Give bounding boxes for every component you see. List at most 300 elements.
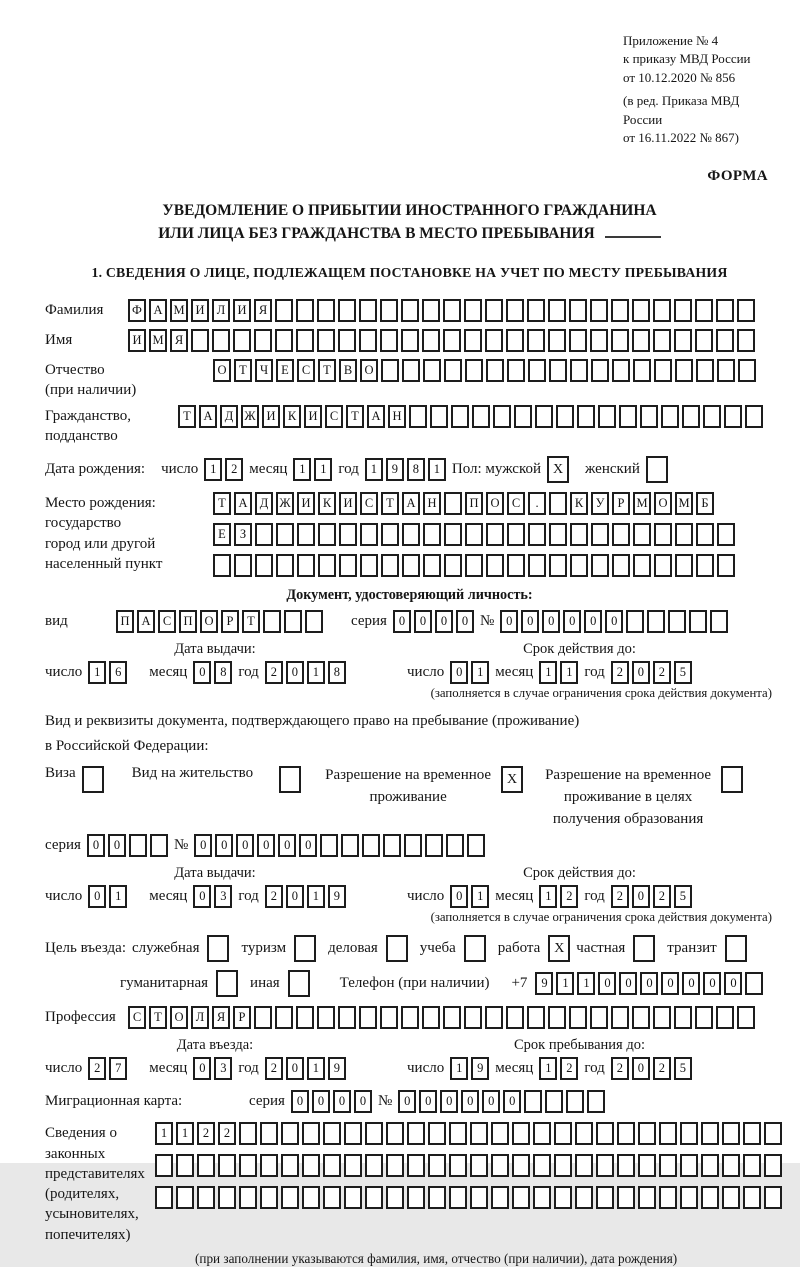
birth-year-box[interactable]: 8 xyxy=(407,458,425,481)
name-char-box[interactable] xyxy=(674,329,692,352)
purpose-work-checkbox[interactable] xyxy=(548,935,570,962)
birth-place-char-box[interactable]: К xyxy=(318,492,336,515)
surname-char-box[interactable] xyxy=(506,299,524,322)
doc-expiry-month[interactable] xyxy=(539,661,578,684)
profession-char-box[interactable] xyxy=(653,1006,671,1029)
name-char-box[interactable] xyxy=(632,329,650,352)
representatives-char-box[interactable] xyxy=(491,1122,509,1145)
surname-char-box[interactable] xyxy=(611,299,629,322)
representatives-char-box[interactable] xyxy=(491,1186,509,1209)
permit-number-box[interactable] xyxy=(383,834,401,857)
birth-place-char-box[interactable] xyxy=(696,554,714,577)
purpose-study-box[interactable] xyxy=(464,935,486,962)
purpose-humanitarian-checkbox[interactable] xyxy=(216,970,238,997)
doc-number-field[interactable] xyxy=(500,610,728,633)
birth-place-char-box[interactable] xyxy=(549,554,567,577)
doc-expiry-year-box[interactable]: 2 xyxy=(653,661,671,684)
representatives-char-box[interactable] xyxy=(596,1122,614,1145)
representatives-char-box[interactable]: 2 xyxy=(218,1122,236,1145)
representatives-char-box[interactable] xyxy=(638,1154,656,1177)
name-char-box[interactable] xyxy=(695,329,713,352)
permit-expiry-day[interactable] xyxy=(450,885,489,908)
representatives-char-box[interactable] xyxy=(680,1122,698,1145)
patronymic-char-box[interactable]: С xyxy=(297,359,315,382)
permit-number-box[interactable]: 0 xyxy=(194,834,212,857)
birth-place-char-box[interactable] xyxy=(633,554,651,577)
citizenship-char-box[interactable] xyxy=(661,405,679,428)
purpose-tourism-box[interactable] xyxy=(294,935,316,962)
name-field[interactable] xyxy=(128,329,755,352)
migration-number-box[interactable]: 0 xyxy=(503,1090,521,1113)
doc-issue-year[interactable] xyxy=(265,661,346,684)
profession-char-box[interactable]: Л xyxy=(191,1006,209,1029)
name-char-box[interactable] xyxy=(338,329,356,352)
birth-year-field[interactable] xyxy=(365,458,446,481)
citizenship-char-box[interactable] xyxy=(577,405,595,428)
birth-place-row1[interactable] xyxy=(213,492,735,515)
patronymic-char-box[interactable]: Е xyxy=(276,359,294,382)
surname-char-box[interactable] xyxy=(317,299,335,322)
birth-place-char-box[interactable]: З xyxy=(234,523,252,546)
permit-issue-day-box[interactable]: 1 xyxy=(109,885,127,908)
citizenship-char-box[interactable]: Ж xyxy=(241,405,259,428)
phone-digit-box[interactable]: 1 xyxy=(556,972,574,995)
permit-issue-month[interactable] xyxy=(193,885,232,908)
birth-place-char-box[interactable]: Р xyxy=(612,492,630,515)
doc-kind-char-box[interactable]: П xyxy=(179,610,197,633)
patronymic-char-box[interactable] xyxy=(549,359,567,382)
representatives-char-box[interactable] xyxy=(449,1186,467,1209)
citizenship-char-box[interactable] xyxy=(724,405,742,428)
birth-place-char-box[interactable] xyxy=(423,523,441,546)
permit-expiry-year-box[interactable]: 2 xyxy=(653,885,671,908)
representatives-row3[interactable] xyxy=(155,1186,782,1209)
migration-number-box[interactable]: 0 xyxy=(440,1090,458,1113)
citizenship-char-box[interactable]: Т xyxy=(178,405,196,428)
residence-permit-checkbox[interactable] xyxy=(279,766,301,793)
representatives-row2[interactable] xyxy=(155,1154,782,1177)
birth-place-char-box[interactable] xyxy=(297,554,315,577)
representatives-char-box[interactable] xyxy=(365,1186,383,1209)
birth-place-char-box[interactable] xyxy=(444,523,462,546)
name-char-box[interactable] xyxy=(422,329,440,352)
patronymic-char-box[interactable] xyxy=(444,359,462,382)
phone-digit-box[interactable]: 9 xyxy=(535,972,553,995)
doc-number-box[interactable] xyxy=(626,610,644,633)
stay-year-box[interactable]: 2 xyxy=(653,1057,671,1080)
patronymic-char-box[interactable]: Т xyxy=(318,359,336,382)
name-char-box[interactable] xyxy=(716,329,734,352)
profession-char-box[interactable] xyxy=(716,1006,734,1029)
representatives-char-box[interactable] xyxy=(218,1186,236,1209)
birth-place-char-box[interactable] xyxy=(507,554,525,577)
purpose-business-box[interactable] xyxy=(386,935,408,962)
patronymic-char-box[interactable] xyxy=(507,359,525,382)
representatives-char-box[interactable] xyxy=(365,1122,383,1145)
representatives-char-box[interactable] xyxy=(701,1186,719,1209)
birth-place-char-box[interactable]: С xyxy=(507,492,525,515)
doc-series-box[interactable]: 0 xyxy=(414,610,432,633)
surname-char-box[interactable] xyxy=(716,299,734,322)
profession-char-box[interactable] xyxy=(695,1006,713,1029)
representatives-char-box[interactable] xyxy=(575,1122,593,1145)
profession-char-box[interactable] xyxy=(338,1006,356,1029)
doc-number-box[interactable]: 0 xyxy=(521,610,539,633)
migration-number-box[interactable]: 0 xyxy=(419,1090,437,1113)
birth-place-char-box[interactable] xyxy=(276,523,294,546)
phone-digit-box[interactable] xyxy=(745,972,763,995)
purpose-humanitarian-box[interactable] xyxy=(216,970,238,997)
profession-char-box[interactable] xyxy=(317,1006,335,1029)
profession-char-box[interactable]: С xyxy=(128,1006,146,1029)
phone-digit-box[interactable]: 0 xyxy=(661,972,679,995)
migration-series-box[interactable]: 0 xyxy=(312,1090,330,1113)
representatives-char-box[interactable] xyxy=(155,1186,173,1209)
representatives-char-box[interactable] xyxy=(722,1122,740,1145)
patronymic-char-box[interactable] xyxy=(486,359,504,382)
surname-char-box[interactable] xyxy=(632,299,650,322)
surname-char-box[interactable] xyxy=(359,299,377,322)
birth-place-char-box[interactable] xyxy=(255,523,273,546)
surname-char-box[interactable] xyxy=(338,299,356,322)
birth-day-box[interactable]: 2 xyxy=(225,458,243,481)
purpose-study-checkbox[interactable] xyxy=(464,935,486,962)
sex-male-box[interactable]: X xyxy=(547,456,569,483)
temp-permit-box[interactable]: X xyxy=(501,766,523,793)
birth-place-char-box[interactable] xyxy=(486,554,504,577)
doc-expiry-year-box[interactable]: 5 xyxy=(674,661,692,684)
representatives-char-box[interactable]: 2 xyxy=(197,1122,215,1145)
permit-issue-month-box[interactable]: 0 xyxy=(193,885,211,908)
citizenship-char-box[interactable]: А xyxy=(367,405,385,428)
doc-issue-year-box[interactable]: 2 xyxy=(265,661,283,684)
patronymic-char-box[interactable]: О xyxy=(360,359,378,382)
profession-char-box[interactable] xyxy=(296,1006,314,1029)
doc-issue-month-box[interactable]: 8 xyxy=(214,661,232,684)
patronymic-char-box[interactable] xyxy=(402,359,420,382)
doc-number-box[interactable] xyxy=(689,610,707,633)
representatives-char-box[interactable] xyxy=(365,1154,383,1177)
birth-place-char-box[interactable] xyxy=(297,523,315,546)
birth-place-char-box[interactable] xyxy=(549,492,567,515)
name-char-box[interactable] xyxy=(191,329,209,352)
representatives-row1[interactable] xyxy=(155,1122,782,1145)
stay-day[interactable] xyxy=(450,1057,489,1080)
profession-char-box[interactable] xyxy=(275,1006,293,1029)
birth-place-char-box[interactable] xyxy=(675,554,693,577)
representatives-char-box[interactable] xyxy=(239,1122,257,1145)
permit-number-box[interactable] xyxy=(425,834,443,857)
permit-expiry-year[interactable] xyxy=(611,885,692,908)
representatives-char-box[interactable] xyxy=(575,1186,593,1209)
representatives-char-box[interactable] xyxy=(617,1154,635,1177)
permit-issue-year-box[interactable]: 0 xyxy=(286,885,304,908)
birth-day-box[interactable]: 1 xyxy=(204,458,222,481)
patronymic-char-box[interactable] xyxy=(717,359,735,382)
patronymic-char-box[interactable]: Ч xyxy=(255,359,273,382)
citizenship-char-box[interactable] xyxy=(493,405,511,428)
citizenship-char-box[interactable] xyxy=(745,405,763,428)
birth-place-char-box[interactable] xyxy=(528,554,546,577)
name-char-box[interactable] xyxy=(254,329,272,352)
permit-series-box[interactable]: 0 xyxy=(108,834,126,857)
profession-char-box[interactable] xyxy=(422,1006,440,1029)
doc-kind-char-box[interactable]: С xyxy=(158,610,176,633)
representatives-char-box[interactable] xyxy=(533,1122,551,1145)
doc-series-box[interactable]: 0 xyxy=(435,610,453,633)
profession-char-box[interactable]: Я xyxy=(212,1006,230,1029)
permit-expiry-year-box[interactable]: 0 xyxy=(632,885,650,908)
representatives-char-box[interactable] xyxy=(344,1186,362,1209)
citizenship-char-box[interactable] xyxy=(472,405,490,428)
patronymic-char-box[interactable] xyxy=(423,359,441,382)
permit-expiry-year-box[interactable]: 5 xyxy=(674,885,692,908)
sex-female-checkbox[interactable] xyxy=(646,456,668,483)
representatives-char-box[interactable] xyxy=(722,1154,740,1177)
representatives-char-box[interactable] xyxy=(470,1122,488,1145)
birth-place-char-box[interactable]: . xyxy=(528,492,546,515)
doc-expiry-year[interactable] xyxy=(611,661,692,684)
residence-permit-box[interactable] xyxy=(279,766,301,793)
representatives-char-box[interactable] xyxy=(764,1122,782,1145)
patronymic-char-box[interactable]: В xyxy=(339,359,357,382)
permit-number-box[interactable] xyxy=(404,834,422,857)
representatives-char-box[interactable] xyxy=(743,1154,761,1177)
representatives-char-box[interactable] xyxy=(743,1186,761,1209)
birth-place-char-box[interactable]: А xyxy=(234,492,252,515)
birth-year-box[interactable]: 1 xyxy=(365,458,383,481)
representatives-char-box[interactable] xyxy=(533,1186,551,1209)
patronymic-char-box[interactable] xyxy=(633,359,651,382)
patronymic-field[interactable] xyxy=(213,359,756,382)
name-char-box[interactable] xyxy=(443,329,461,352)
migration-number-box[interactable]: 0 xyxy=(461,1090,479,1113)
permit-expiry-day-box[interactable]: 1 xyxy=(471,885,489,908)
representatives-char-box[interactable] xyxy=(344,1154,362,1177)
doc-issue-year-box[interactable]: 1 xyxy=(307,661,325,684)
doc-issue-year-box[interactable]: 8 xyxy=(328,661,346,684)
representatives-char-box[interactable] xyxy=(197,1186,215,1209)
name-char-box[interactable] xyxy=(590,329,608,352)
surname-char-box[interactable]: Л xyxy=(212,299,230,322)
representatives-char-box[interactable] xyxy=(449,1154,467,1177)
profession-char-box[interactable] xyxy=(506,1006,524,1029)
birth-place-char-box[interactable] xyxy=(549,523,567,546)
birth-place-char-box[interactable] xyxy=(465,523,483,546)
migration-number-field[interactable] xyxy=(398,1090,605,1113)
birth-place-char-box[interactable] xyxy=(381,523,399,546)
representatives-char-box[interactable] xyxy=(659,1186,677,1209)
citizenship-char-box[interactable] xyxy=(409,405,427,428)
name-char-box[interactable] xyxy=(296,329,314,352)
doc-kind-field[interactable] xyxy=(116,610,323,633)
surname-char-box[interactable] xyxy=(464,299,482,322)
entry-year[interactable] xyxy=(265,1057,346,1080)
edu-permit-checkbox[interactable] xyxy=(721,766,743,793)
representatives-char-box[interactable] xyxy=(659,1154,677,1177)
stay-year-box[interactable]: 2 xyxy=(611,1057,629,1080)
permit-issue-year-box[interactable]: 9 xyxy=(328,885,346,908)
birth-place-char-box[interactable]: У xyxy=(591,492,609,515)
representatives-char-box[interactable] xyxy=(680,1186,698,1209)
birth-place-char-box[interactable] xyxy=(696,523,714,546)
birth-place-char-box[interactable] xyxy=(381,554,399,577)
permit-expiry-month-box[interactable]: 2 xyxy=(560,885,578,908)
profession-char-box[interactable] xyxy=(359,1006,377,1029)
surname-char-box[interactable]: М xyxy=(170,299,188,322)
doc-issue-day-box[interactable]: 6 xyxy=(109,661,127,684)
citizenship-char-box[interactable]: А xyxy=(199,405,217,428)
representatives-char-box[interactable] xyxy=(659,1122,677,1145)
citizenship-char-box[interactable] xyxy=(703,405,721,428)
permit-series-box[interactable] xyxy=(150,834,168,857)
doc-issue-year-box[interactable]: 0 xyxy=(286,661,304,684)
surname-char-box[interactable] xyxy=(485,299,503,322)
birth-month-box[interactable]: 1 xyxy=(314,458,332,481)
doc-expiry-day-box[interactable]: 1 xyxy=(471,661,489,684)
birth-place-char-box[interactable]: Ж xyxy=(276,492,294,515)
birth-place-char-box[interactable]: А xyxy=(402,492,420,515)
purpose-private-box[interactable] xyxy=(633,935,655,962)
patronymic-char-box[interactable] xyxy=(591,359,609,382)
phone-digit-box[interactable]: 0 xyxy=(598,972,616,995)
doc-number-box[interactable] xyxy=(668,610,686,633)
representatives-char-box[interactable] xyxy=(323,1186,341,1209)
permit-series-box[interactable]: 0 xyxy=(87,834,105,857)
permit-issue-year[interactable] xyxy=(265,885,346,908)
name-char-box[interactable] xyxy=(527,329,545,352)
citizenship-char-box[interactable] xyxy=(619,405,637,428)
surname-char-box[interactable] xyxy=(380,299,398,322)
profession-char-box[interactable]: Т xyxy=(149,1006,167,1029)
profession-char-box[interactable] xyxy=(569,1006,587,1029)
birth-month-box[interactable]: 1 xyxy=(293,458,311,481)
representatives-char-box[interactable] xyxy=(575,1154,593,1177)
representatives-char-box[interactable] xyxy=(239,1154,257,1177)
representatives-char-box[interactable] xyxy=(722,1186,740,1209)
profession-char-box[interactable] xyxy=(401,1006,419,1029)
birth-place-char-box[interactable] xyxy=(612,523,630,546)
representatives-char-box[interactable] xyxy=(428,1122,446,1145)
entry-month[interactable] xyxy=(193,1057,232,1080)
phone-digit-box[interactable]: 0 xyxy=(619,972,637,995)
birth-year-box[interactable]: 9 xyxy=(386,458,404,481)
citizenship-char-box[interactable]: С xyxy=(325,405,343,428)
profession-char-box[interactable]: Р xyxy=(233,1006,251,1029)
surname-char-box[interactable] xyxy=(422,299,440,322)
patronymic-char-box[interactable] xyxy=(654,359,672,382)
representatives-char-box[interactable] xyxy=(617,1186,635,1209)
doc-kind-char-box[interactable]: Т xyxy=(242,610,260,633)
citizenship-field[interactable] xyxy=(178,405,763,428)
citizenship-char-box[interactable] xyxy=(430,405,448,428)
citizenship-char-box[interactable]: И xyxy=(304,405,322,428)
birth-place-char-box[interactable] xyxy=(360,554,378,577)
migration-number-box[interactable] xyxy=(524,1090,542,1113)
purpose-other-box[interactable] xyxy=(288,970,310,997)
permit-number-box[interactable] xyxy=(341,834,359,857)
representatives-char-box[interactable] xyxy=(344,1122,362,1145)
profession-char-box[interactable] xyxy=(674,1006,692,1029)
birth-place-char-box[interactable] xyxy=(507,523,525,546)
birth-place-char-box[interactable] xyxy=(444,492,462,515)
profession-char-box[interactable] xyxy=(527,1006,545,1029)
representatives-char-box[interactable] xyxy=(554,1122,572,1145)
edu-permit-box[interactable] xyxy=(721,766,743,793)
surname-char-box[interactable] xyxy=(695,299,713,322)
birth-place-char-box[interactable]: И xyxy=(297,492,315,515)
patronymic-char-box[interactable] xyxy=(570,359,588,382)
birth-place-char-box[interactable]: О xyxy=(486,492,504,515)
permit-number-box[interactable]: 0 xyxy=(299,834,317,857)
surname-char-box[interactable]: А xyxy=(149,299,167,322)
name-char-box[interactable] xyxy=(611,329,629,352)
doc-number-box[interactable] xyxy=(710,610,728,633)
phone-digit-box[interactable]: 0 xyxy=(703,972,721,995)
stay-month-box[interactable]: 1 xyxy=(539,1057,557,1080)
phone-digit-box[interactable]: 0 xyxy=(640,972,658,995)
representatives-char-box[interactable] xyxy=(512,1122,530,1145)
profession-char-box[interactable] xyxy=(548,1006,566,1029)
patronymic-char-box[interactable]: Т xyxy=(234,359,252,382)
permit-issue-month-box[interactable]: 3 xyxy=(214,885,232,908)
doc-kind-char-box[interactable]: Р xyxy=(221,610,239,633)
birth-place-char-box[interactable] xyxy=(591,554,609,577)
stay-year-box[interactable]: 5 xyxy=(674,1057,692,1080)
surname-field[interactable] xyxy=(128,299,755,322)
birth-place-char-box[interactable] xyxy=(528,523,546,546)
name-char-box[interactable] xyxy=(275,329,293,352)
profession-char-box[interactable] xyxy=(632,1006,650,1029)
patronymic-char-box[interactable] xyxy=(675,359,693,382)
birth-place-char-box[interactable] xyxy=(570,554,588,577)
birth-place-char-box[interactable] xyxy=(360,523,378,546)
birth-year-box[interactable]: 1 xyxy=(428,458,446,481)
surname-char-box[interactable]: И xyxy=(233,299,251,322)
representatives-char-box[interactable] xyxy=(680,1154,698,1177)
representatives-char-box[interactable] xyxy=(449,1122,467,1145)
permit-number-box[interactable]: 0 xyxy=(278,834,296,857)
representatives-char-box[interactable]: 1 xyxy=(155,1122,173,1145)
birth-place-char-box[interactable] xyxy=(654,554,672,577)
temp-permit-checkbox[interactable] xyxy=(501,766,523,793)
birth-place-char-box[interactable]: П xyxy=(465,492,483,515)
representatives-char-box[interactable] xyxy=(386,1122,404,1145)
doc-number-box[interactable]: 0 xyxy=(563,610,581,633)
birth-place-char-box[interactable] xyxy=(402,554,420,577)
purpose-transit-checkbox[interactable] xyxy=(725,935,747,962)
representatives-char-box[interactable] xyxy=(428,1154,446,1177)
purpose-business-checkbox[interactable] xyxy=(386,935,408,962)
birth-place-char-box[interactable]: О xyxy=(654,492,672,515)
doc-kind-char-box[interactable]: А xyxy=(137,610,155,633)
citizenship-char-box[interactable] xyxy=(535,405,553,428)
permit-expiry-month-box[interactable]: 1 xyxy=(539,885,557,908)
citizenship-char-box[interactable]: К xyxy=(283,405,301,428)
purpose-tourism-checkbox[interactable] xyxy=(294,935,316,962)
permit-number-box[interactable]: 0 xyxy=(257,834,275,857)
citizenship-char-box[interactable]: Н xyxy=(388,405,406,428)
citizenship-char-box[interactable]: Т xyxy=(346,405,364,428)
doc-expiry-year-box[interactable]: 2 xyxy=(611,661,629,684)
representatives-char-box[interactable] xyxy=(554,1154,572,1177)
representatives-char-box[interactable] xyxy=(260,1154,278,1177)
purpose-private-checkbox[interactable] xyxy=(633,935,655,962)
phone-digit-box[interactable]: 0 xyxy=(724,972,742,995)
representatives-char-box[interactable] xyxy=(155,1154,173,1177)
patronymic-char-box[interactable] xyxy=(696,359,714,382)
profession-char-box[interactable] xyxy=(254,1006,272,1029)
